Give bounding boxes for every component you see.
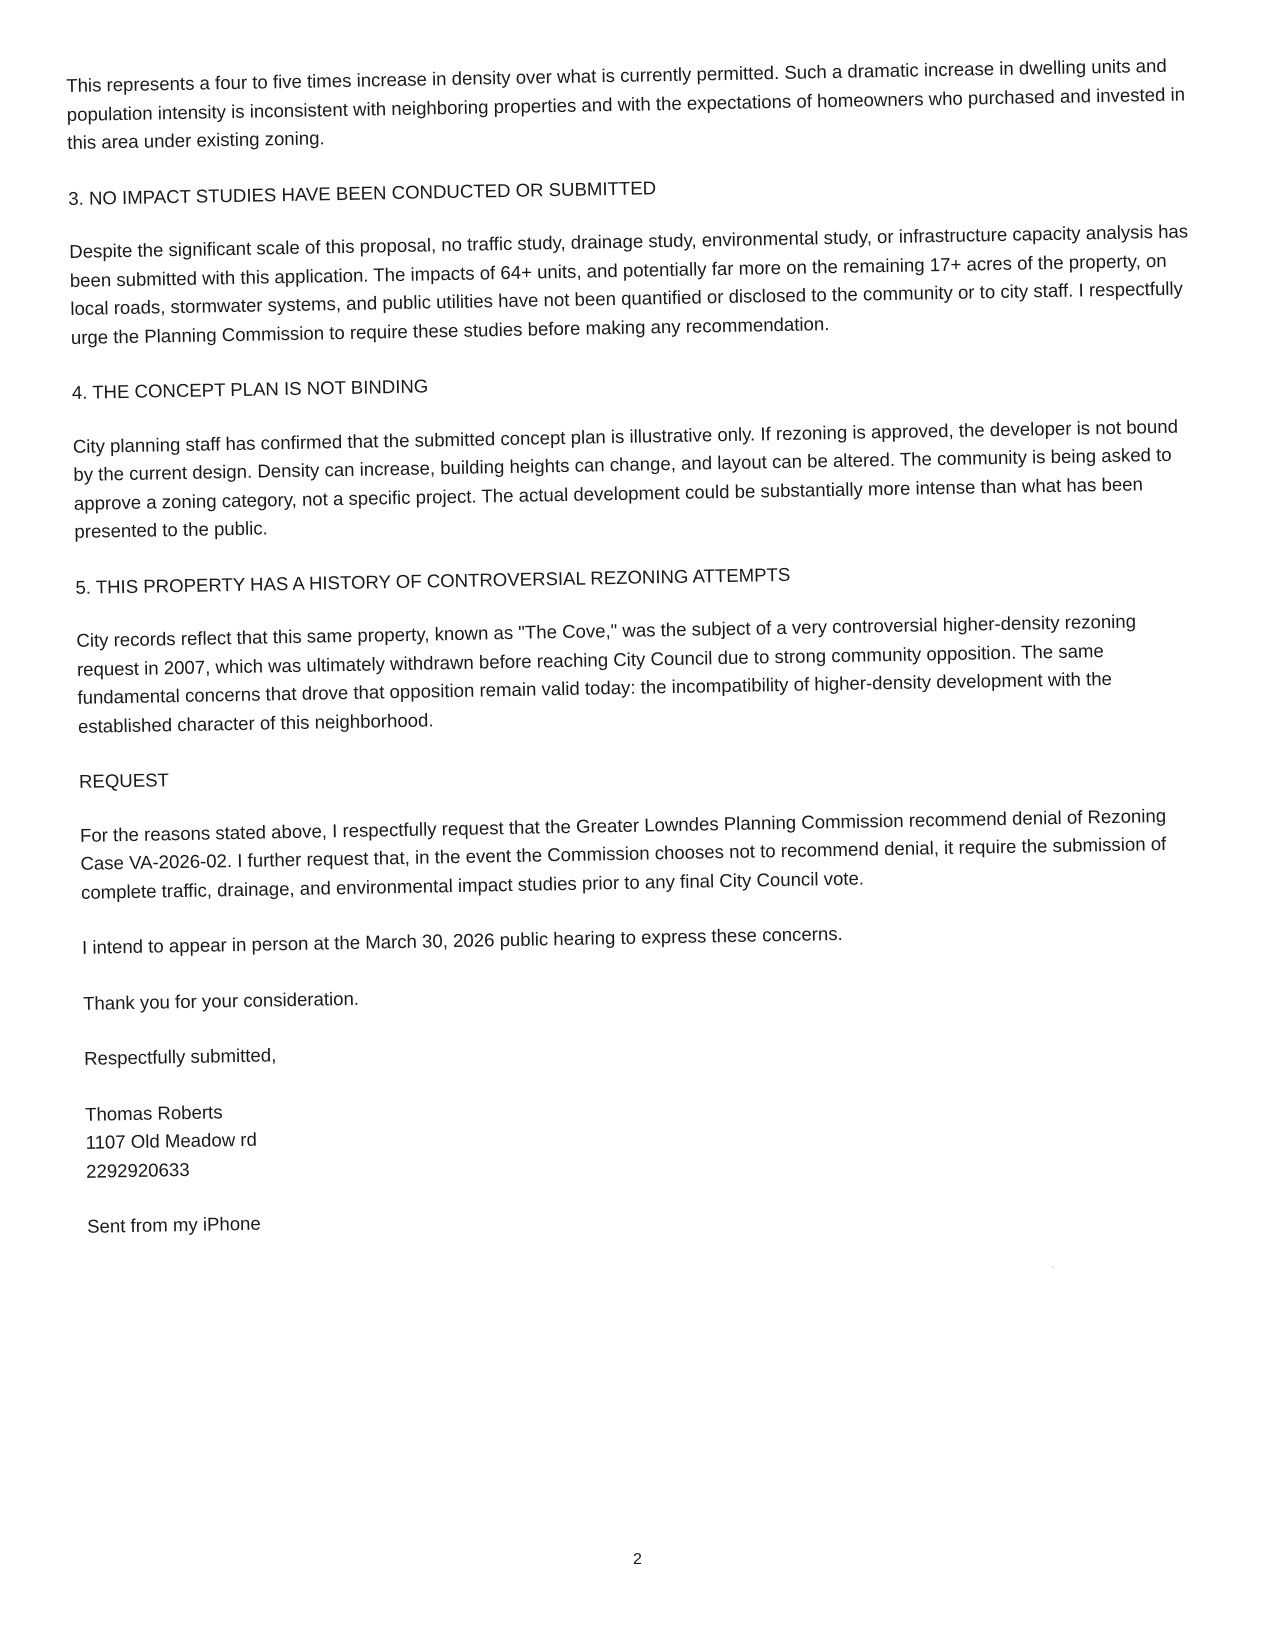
section-4-body: City planning staff has confirmed that the submitted concept plan is illustrative only. If rezoning is approved, the developer is not bound by the current design. Density can increase, building heights can change, and layout can be altered. The community is being asked to approve a zoning category, not a specific project. The actual development could be substantially more intense than what has been presented to the public. xyxy=(72,415,1179,542)
signer-name: Thomas Roberts xyxy=(84,1100,223,1125)
valediction: Respectfully submitted, xyxy=(83,1044,277,1069)
request-heading: REQUEST xyxy=(78,769,170,792)
page-number: 2 xyxy=(633,1551,642,1568)
signer-address: 1107 Old Meadow rd xyxy=(85,1128,258,1153)
signer-phone: 2292920633 xyxy=(85,1158,190,1182)
request-body: For the reasons stated above, I respectfully request that the Greater Lowndes Planning Commission recommend denial of Rezoning Case VA-2026-02. I further request that, in the event the Commission chooses not to recommend denial, it require the submission of complete traffic, drainage, and environmental impact studies prior to any final City Council vote. xyxy=(79,804,1167,903)
letter-body xyxy=(66,51,1208,1268)
hearing-note: I intend to appear in person at the March 30, 2026 public hearing to express these concerns. xyxy=(81,922,843,958)
thanks-line: Thank you for your consideration. xyxy=(82,987,360,1014)
intro-paragraph: This represents a four to five times increase in density over what is currently permitted. Such a dramatic increase in dwelling units and population intensity is inconsistent with neighboring properties and with the expectations of homeowners who purchased and invested in this area under existing zoning. xyxy=(66,54,1186,153)
section-4-heading: 4. THE CONCEPT PLAN IS NOT BINDING xyxy=(71,375,429,403)
section-5-body: City records reflect that this same property, known as "The Cove," was the subject of a very controversial higher-density rezoning request in 2007, which was ultimately withdrawn before reaching City Council due to strong community opposition. The same fundamental concerns that drove that opposition remain valid today: the incompatibility of higher-density development with the established character of this neighborhood. xyxy=(76,610,1137,737)
section-3-heading: 3. NO IMPACT STUDIES HAVE BEEN CONDUCTED OR SUBMITTED xyxy=(68,176,657,209)
signature-block xyxy=(85,1080,1206,1186)
section-3-body: Despite the significant scale of this proposal, no traffic study, drainage study, environmental study, or infrastructure capacity analysis has been submitted with this application. The impacts of 64+ units, and potentially far more on the remaining 17+ acres of the property, on local roads, stormwater systems, and public utilities have not been quantified or disclosed to the community or to city staff. I respectfully urge the Planning Commission to require these studies before making any recommendation. xyxy=(69,220,1189,348)
section-5-heading: 5. THIS PROPERTY HAS A HISTORY OF CONTROVERSIAL REZONING ATTEMPTS xyxy=(75,563,791,598)
scan-speck xyxy=(1052,1266,1054,1268)
sent-from-note: Sent from my iPhone xyxy=(86,1212,261,1237)
